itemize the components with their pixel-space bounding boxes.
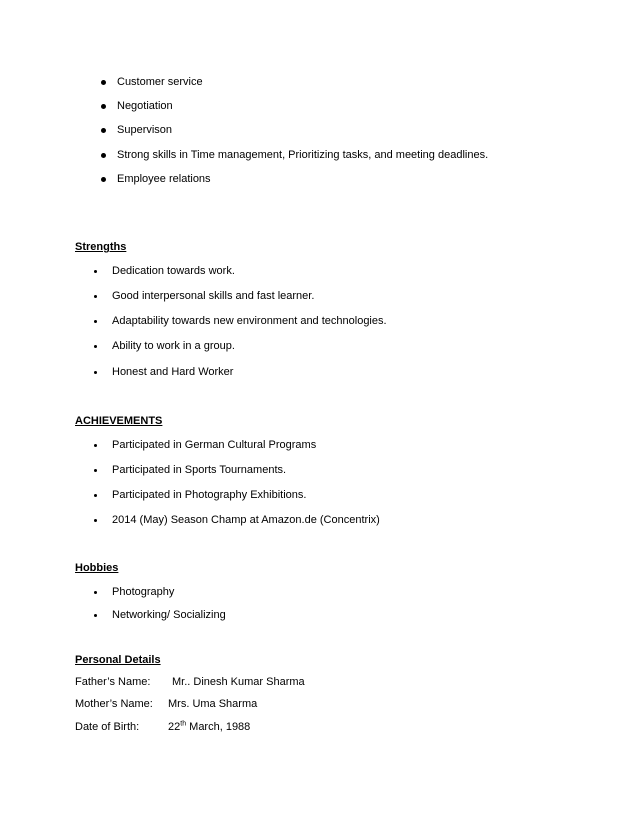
- achievement-item: Participated in Sports Tournaments.: [112, 464, 287, 476]
- fathers-name-label: Father’s Name:: [75, 676, 151, 688]
- hobbies-heading: Hobbies: [75, 562, 119, 574]
- bullet-icon: [101, 80, 106, 85]
- achievement-item: Participated in Photography Exhibitions.: [112, 489, 307, 501]
- achievement-item: 2014 (May) Season Champ at Amazon.de (Concentrix): [112, 514, 380, 526]
- hobby-item: Photography: [112, 586, 175, 598]
- bullet-icon: [94, 371, 97, 374]
- strength-item: Adaptability towards new environment and technologies.: [112, 315, 387, 327]
- personal-details-heading: Personal Details: [75, 654, 161, 666]
- skill-item: Negotiation: [117, 100, 173, 112]
- bullet-icon: [94, 519, 97, 522]
- strength-item: Honest and Hard Worker: [112, 366, 234, 378]
- bullet-icon: [94, 444, 97, 447]
- strength-item: Ability to work in a group.: [112, 340, 235, 352]
- bullet-icon: [94, 591, 97, 594]
- dob-day: 22: [168, 721, 181, 733]
- dob-value: [168, 720, 250, 734]
- strength-item: Dedication towards work.: [112, 265, 235, 277]
- strengths-heading: Strengths: [75, 241, 127, 253]
- bullet-icon: [94, 345, 97, 348]
- strength-item: Good interpersonal skills and fast learner.: [112, 290, 315, 302]
- bullet-icon: [101, 104, 106, 109]
- bullet-icon: [101, 177, 106, 182]
- dob-rest: March, 1988: [186, 721, 251, 733]
- dob-suffix: th: [180, 720, 187, 728]
- mothers-name-label: Mother’s Name:: [75, 698, 153, 710]
- skill-item: Employee relations: [117, 173, 211, 185]
- hobby-item: Networking/ Socializing: [112, 609, 226, 621]
- bullet-icon: [101, 128, 106, 133]
- achievements-heading: ACHIEVEMENTS: [75, 415, 163, 427]
- bullet-icon: [94, 494, 97, 497]
- fathers-name-value: Mr.. Dinesh Kumar Sharma: [172, 676, 305, 688]
- dob-label: Date of Birth:: [75, 721, 140, 733]
- skill-item: Supervison: [117, 124, 173, 136]
- bullet-icon: [94, 295, 97, 298]
- bullet-icon: [94, 614, 97, 617]
- skill-item: Customer service: [117, 76, 203, 88]
- achievement-item: Participated in German Cultural Programs: [112, 439, 317, 451]
- bullet-icon: [94, 469, 97, 472]
- bullet-icon: [94, 320, 97, 323]
- bullet-icon: [101, 153, 106, 158]
- bullet-icon: [94, 270, 97, 273]
- skill-item: Strong skills in Time management, Prioritizing tasks, and meeting deadlines.: [117, 149, 489, 161]
- mothers-name-value: Mrs. Uma Sharma: [168, 698, 258, 710]
